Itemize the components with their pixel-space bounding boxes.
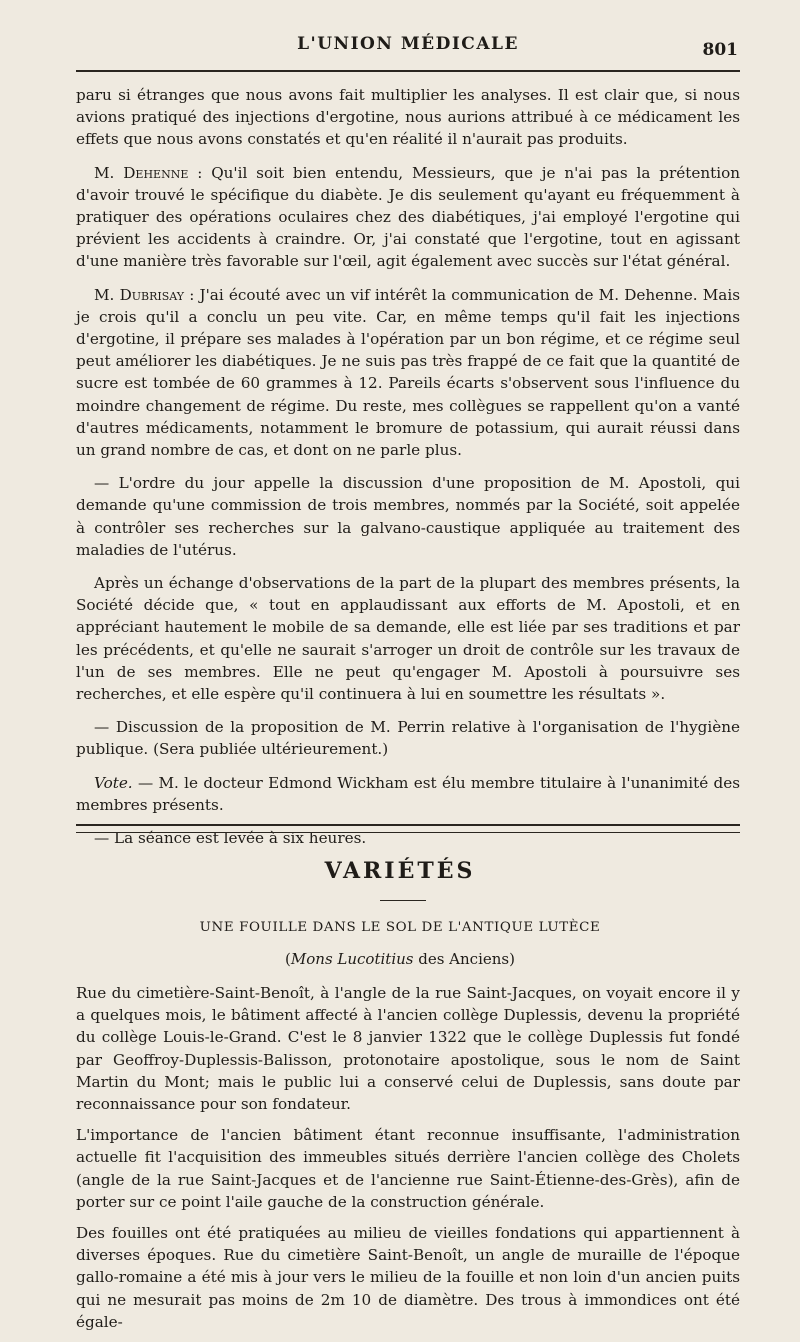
- article-paragraph-1: Rue du cimetière-Saint-Benoît, à l'angle de la rue Saint-Jacques, on voyait encore il y a quelques mois, le bâtiment affecté à l'ancien collège Duplessis, devenu la propriété du collège Louis-le-Grand. C'est le 8 janvier 1322 que le collège Duplessis fut fondé par Geoffroy-Duplessis-Balisson, protonotaire apostolique, sous le nom de Saint Martin du Mont; mais le public lui a conservé celui de Duplessis, sans doute par reconnaissance pour son fondateur.: [76, 984, 740, 1114]
- paragraph-3: M. Dubrisay : J'ai écouté avec un vif intérêt la communication de M. Dehenne. Mais je crois qu'il a conclu un peu vite. Car, en même temps qu'il fait les injections d'ergotine, il prépare ses malades à l'opération par un bon régime, et ce régime seul peut améliorer les diabétiques. Je ne suis pas très frappé de ce fait que la quantité de sucre est tombée de 60 grammes à 12. Pareils écarts s'observent sous l'influence du moindre changement de régime. Du reste, mes collègues se rappellent qu'on a vanté d'autres médicaments, notamment le bromure de potassium, qui aurait réussi dans un grand nombre de cas, et dont on ne parle plus.: [76, 285, 740, 460]
- paragraph-1: paru si étranges que nous avons fait multiplier les analyses. Il est clair que, si nous avions pratiqué des injections d'ergotine, nous aurions attribué à ce médicament les effets que nous avons constatés et qu'en réalité il n'aurait pas produits.: [76, 86, 740, 149]
- section-rule: [76, 824, 740, 833]
- page-header: [76, 32, 740, 68]
- speaker-name: M. Dehenne: [94, 163, 189, 182]
- paragraph-2: M. Dehenne : Qu'il soit bien entendu, Messieurs, que je n'ai pas la prétention d'avoir trouvé le spécifique du diabète. Je dis seulement qu'ayant eu fréquemment à pratiquer des opérations oculaires chez des diabétiques, j'ai employé l'ergotine qui prévient les accidents à craindre. Or, j'ai constaté que l'ergotine, tout en agissant d'une manière très favorable sur l'œil, agit également avec succès sur l'état général.: [76, 163, 740, 271]
- paragraph-7: Vote. — M. le docteur Edmond Wickham est élu membre titulaire à l'unanimité des membres présents.: [76, 773, 740, 814]
- body-text: [76, 84, 740, 860]
- article-subtitle: (Mons Lucotitius des Anciens): [285, 950, 515, 968]
- paragraph-8: — La séance est levée à six heures.: [94, 829, 367, 848]
- speaker-name: M. Dubrisay: [94, 285, 185, 304]
- article-paragraph-3: Des fouilles ont été pratiquées au milieu de vieilles fondations qui appartiennent à diverses époques. Rue du cimetière Saint-Benoît, un angle de muraille de l'époque gallo-romaine a été mis à jour vers le milieu de la fouille et non loin d'un ancien puits qui ne mesurait pas moins de 2m 10 de diamètre. Des trous à immondices ont été égale-: [76, 1224, 740, 1331]
- section-title: VARIÉTÉS: [324, 858, 476, 884]
- section-dash: [380, 900, 426, 901]
- vote-label: Vote.: [94, 773, 133, 792]
- article-paragraph-2: L'importance de l'ancien bâtiment étant reconnue insuffisante, l'administration actuelle fit l'acquisition des immeubles situés derrière l'ancien collège des Cholets (angle de la rue Saint-Jacques et de l'ancienne rue Saint-Étienne-des-Grès), afin de porter sur ce point l'aile gauche de la construction générale.: [76, 1126, 740, 1211]
- paragraph-5: Après un échange d'observations de la part de la plupart des membres présents, la Société décide que, « tout en applaudissant aux efforts de M. Apostoli, et en appréciant hautement le mobile de sa demande, elle est liée par ses traditions et par les précédents, et qu'elle ne saurait s'arroger un droit de contrôle sur les travaux de l'un de ses membres. Elle ne peut qu'engager M. Apostoli à poursuivre ses recherches, et elle espère qu'il continuera à lui en soumettre les résultats ».: [76, 574, 740, 704]
- paragraph-4: — L'ordre du jour appelle la discussion d'une proposition de M. Apostoli, qui demande qu'une commission de trois membres, nommés par la Société, soit appelée à contrôler ses recherches sur la galvano-caustique appliquée au traitement des maladies de l'utérus.: [76, 474, 740, 559]
- paragraph-6: — Discussion de la proposition de M. Perrin relative à l'organisation de l'hygiène publique. (Sera publiée ultérieurement.): [76, 718, 740, 759]
- page-number: 801: [702, 40, 738, 60]
- running-title: L'UNION MÉDICALE: [297, 34, 519, 54]
- article-text: [76, 982, 740, 1342]
- article-title: UNE FOUILLE DANS LE SOL DE L'ANTIQUE LUTÈCE: [199, 920, 601, 935]
- header-rule: [76, 70, 740, 72]
